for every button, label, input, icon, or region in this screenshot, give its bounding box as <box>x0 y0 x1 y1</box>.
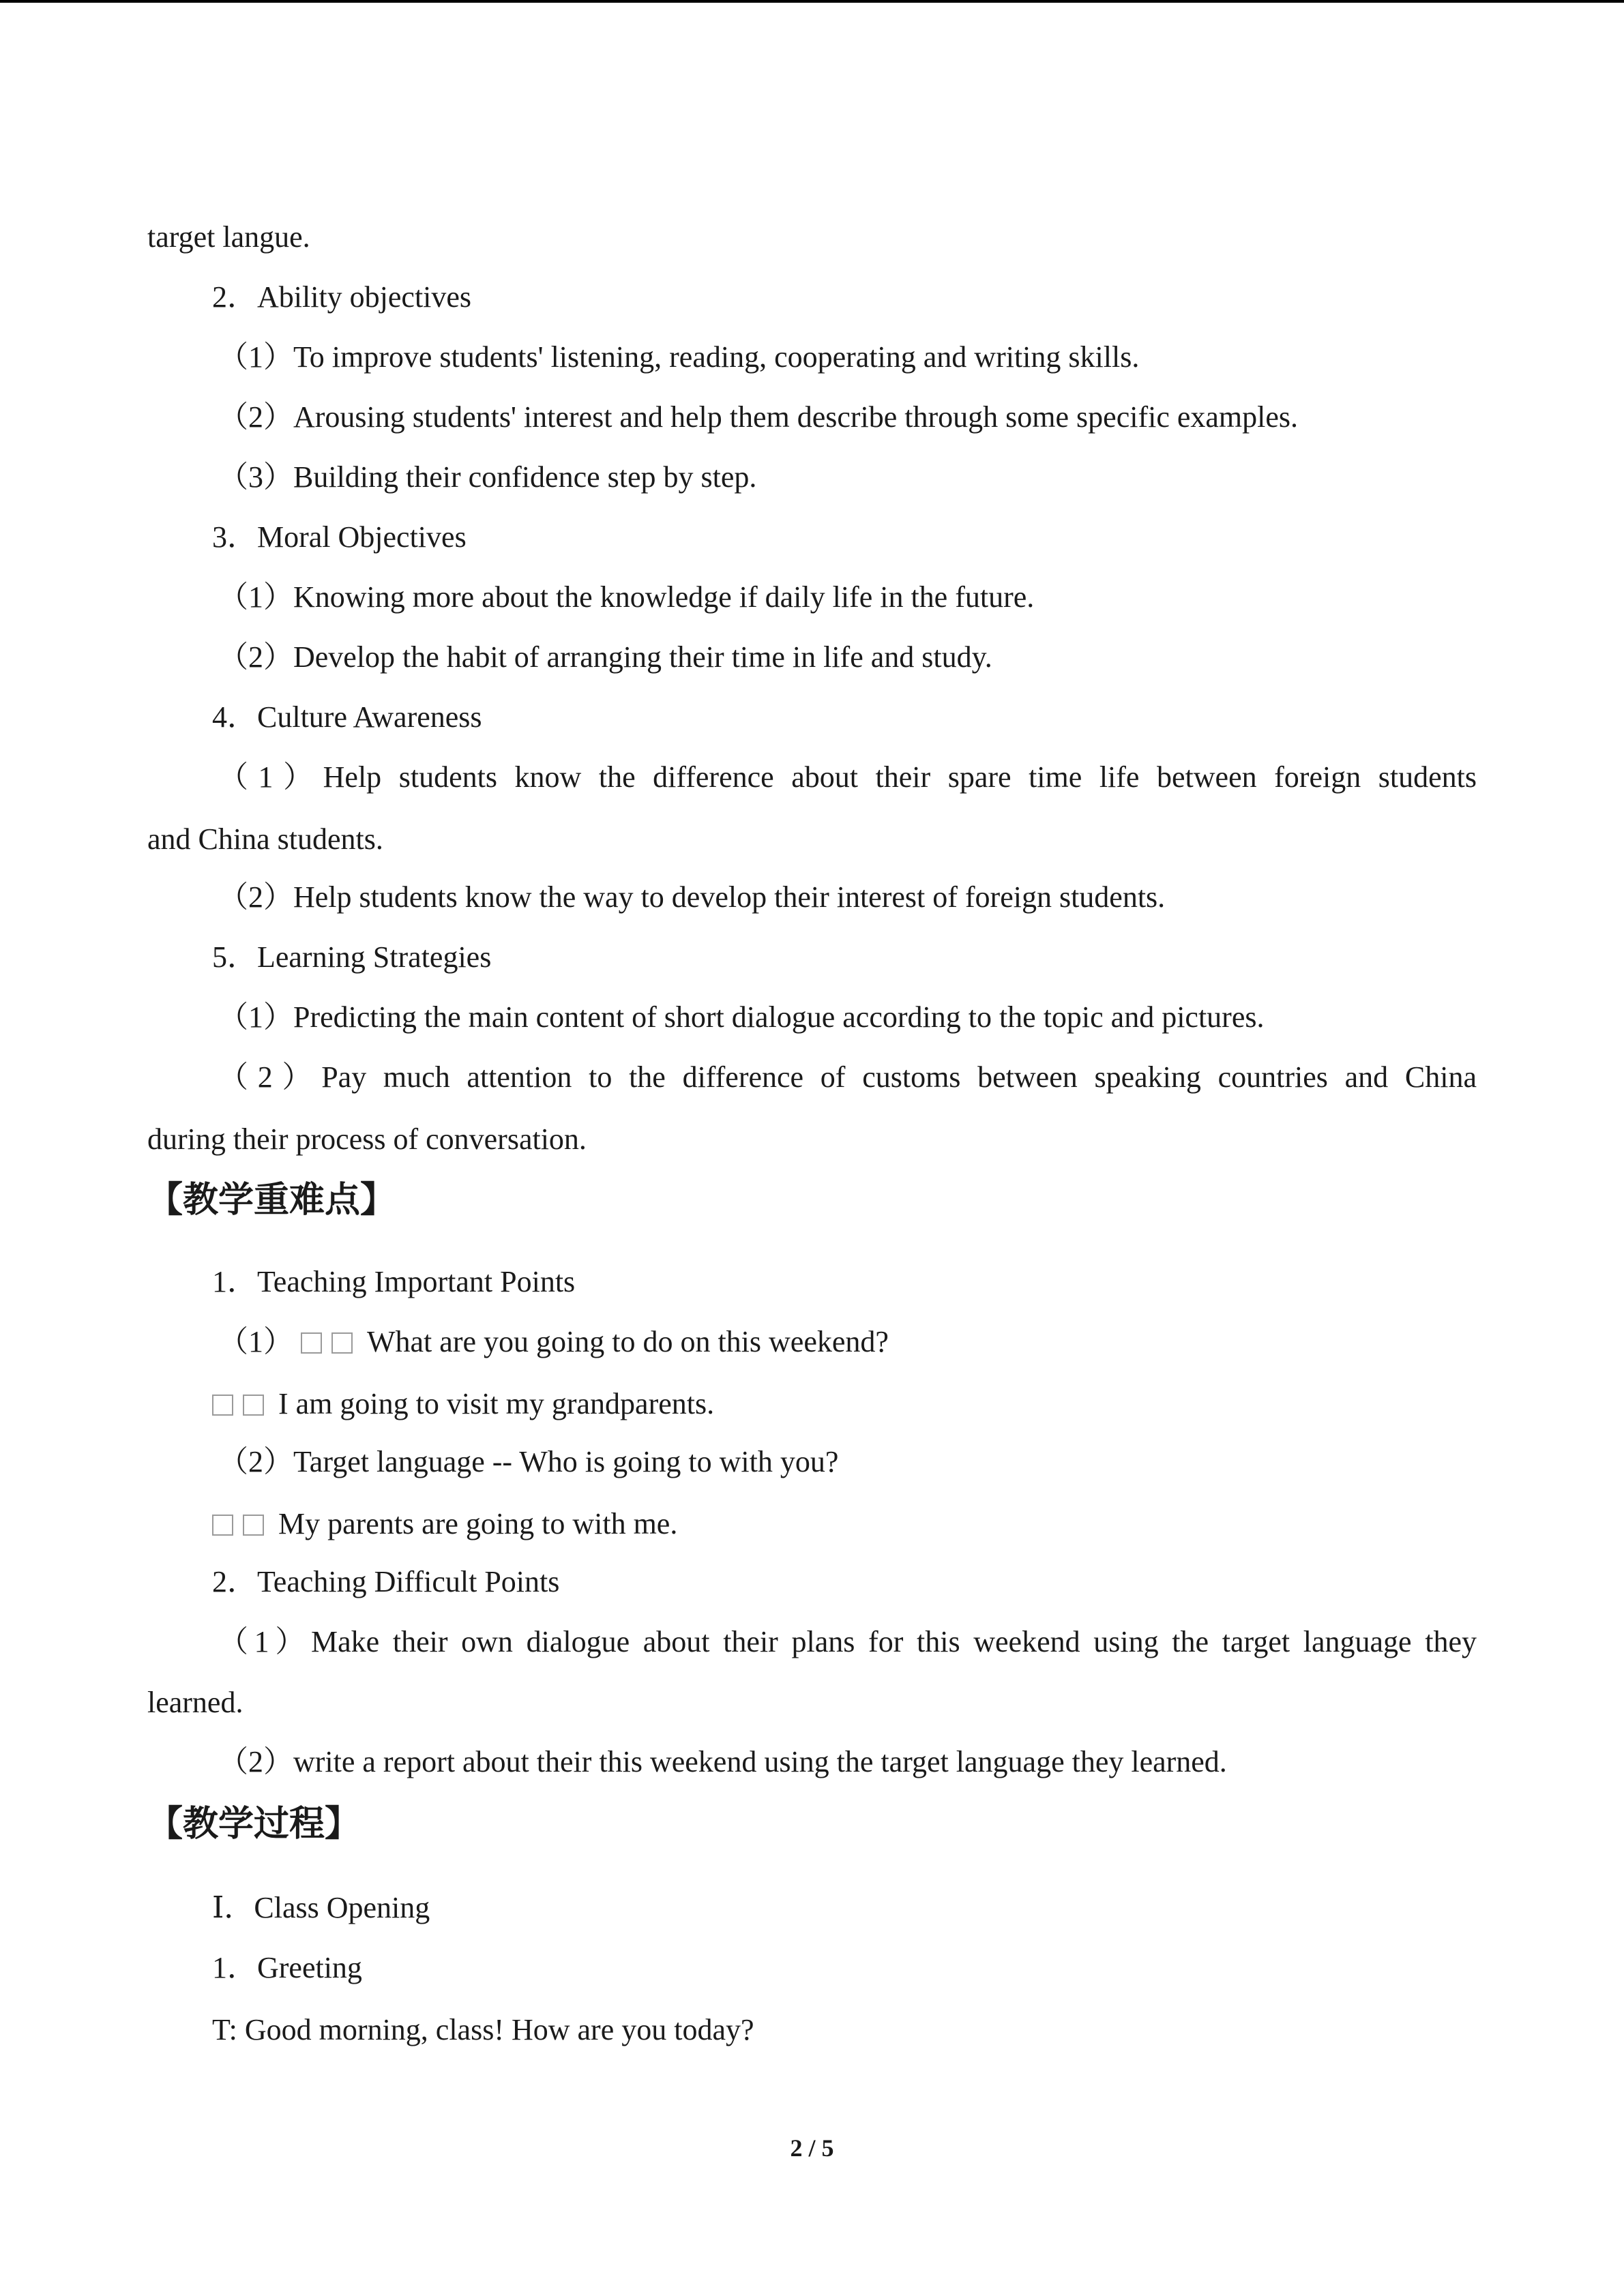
dialogue-line: T: Good morning, class! How are you today? <box>212 2013 754 2046</box>
missing-glyph-icons <box>301 1323 362 1361</box>
list-item: （2）Target language -- Who is going to with you? <box>218 1445 839 1478</box>
list-item: （2）Develop the habit of arranging their time in life and study. <box>218 640 992 674</box>
list-item: （2）write a report about their this weekend using the target language they learned. <box>218 1745 1227 1778</box>
section-title-teaching-process: 【教学过程】 <box>147 1804 361 1845</box>
list-item <box>212 1505 677 1543</box>
section-heading-important-points: 1．Teaching Important Points <box>212 1265 576 1298</box>
missing-glyph-icon <box>301 1332 322 1354</box>
missing-glyph-icon <box>243 1395 264 1416</box>
missing-glyph-icons <box>212 1385 274 1423</box>
list-item: （1）To improve students' listening, reading, cooperating and writing skills. <box>218 340 1140 374</box>
missing-glyph-icons <box>212 1505 274 1543</box>
section-heading-greeting: 1．Greeting <box>212 1951 362 1984</box>
text-line: target langue. <box>147 220 310 254</box>
section-heading-moral-objectives: 3．Moral Objectives <box>212 520 467 554</box>
list-item: （3）Building their confidence step by step. <box>218 460 757 494</box>
list-item-number: （1） <box>218 1325 293 1358</box>
list-item: （2）Pay much attention to the difference of customs between speaking countries and China <box>218 1060 1477 1094</box>
missing-glyph-icon <box>212 1395 233 1416</box>
list-item: （2）Help students know the way to develop their interest of foreign students. <box>218 880 1166 914</box>
list-item <box>212 1385 714 1423</box>
missing-glyph-icon <box>331 1332 353 1354</box>
text-line: during their process of conversation. <box>147 1122 587 1156</box>
dialogue-answer: My parents are going to with me. <box>278 1507 678 1540</box>
missing-glyph-icon <box>243 1515 264 1536</box>
section-heading-culture-awareness: 4．Culture Awareness <box>212 700 482 734</box>
list-item: （1）Knowing more about the knowledge if daily life in the future. <box>218 580 1035 614</box>
missing-glyph-icon <box>212 1515 233 1536</box>
section-title-key-points: 【教学重难点】 <box>147 1180 396 1221</box>
section-heading-learning-strategies: 5．Learning Strategies <box>212 940 492 974</box>
dialogue-question: What are you going to do on this weekend? <box>367 1325 889 1358</box>
section-heading-class-opening: Ⅰ．Class Opening <box>212 1891 430 1924</box>
list-item: （2）Arousing students' interest and help them describe through some specific examples. <box>218 400 1299 434</box>
text-line: and China students. <box>147 822 383 856</box>
page-number: 2 / 5 <box>790 2134 834 2162</box>
dialogue-answer: I am going to visit my grandparents. <box>278 1387 715 1420</box>
section-heading-difficult-points: 2．Teaching Difficult Points <box>212 1565 560 1598</box>
list-item <box>218 1323 889 1361</box>
text-line: learned. <box>147 1686 243 1719</box>
list-item: （1）Predicting the main content of short dialogue according to the topic and pictures. <box>218 1000 1265 1034</box>
section-heading-ability-objectives: 2．Ability objectives <box>212 280 472 314</box>
list-item: （1）Help students know the difference about their spare time life between foreign students <box>218 760 1477 794</box>
list-item: （1）Make their own dialogue about their plans for this weekend using the target language they <box>218 1625 1477 1658</box>
